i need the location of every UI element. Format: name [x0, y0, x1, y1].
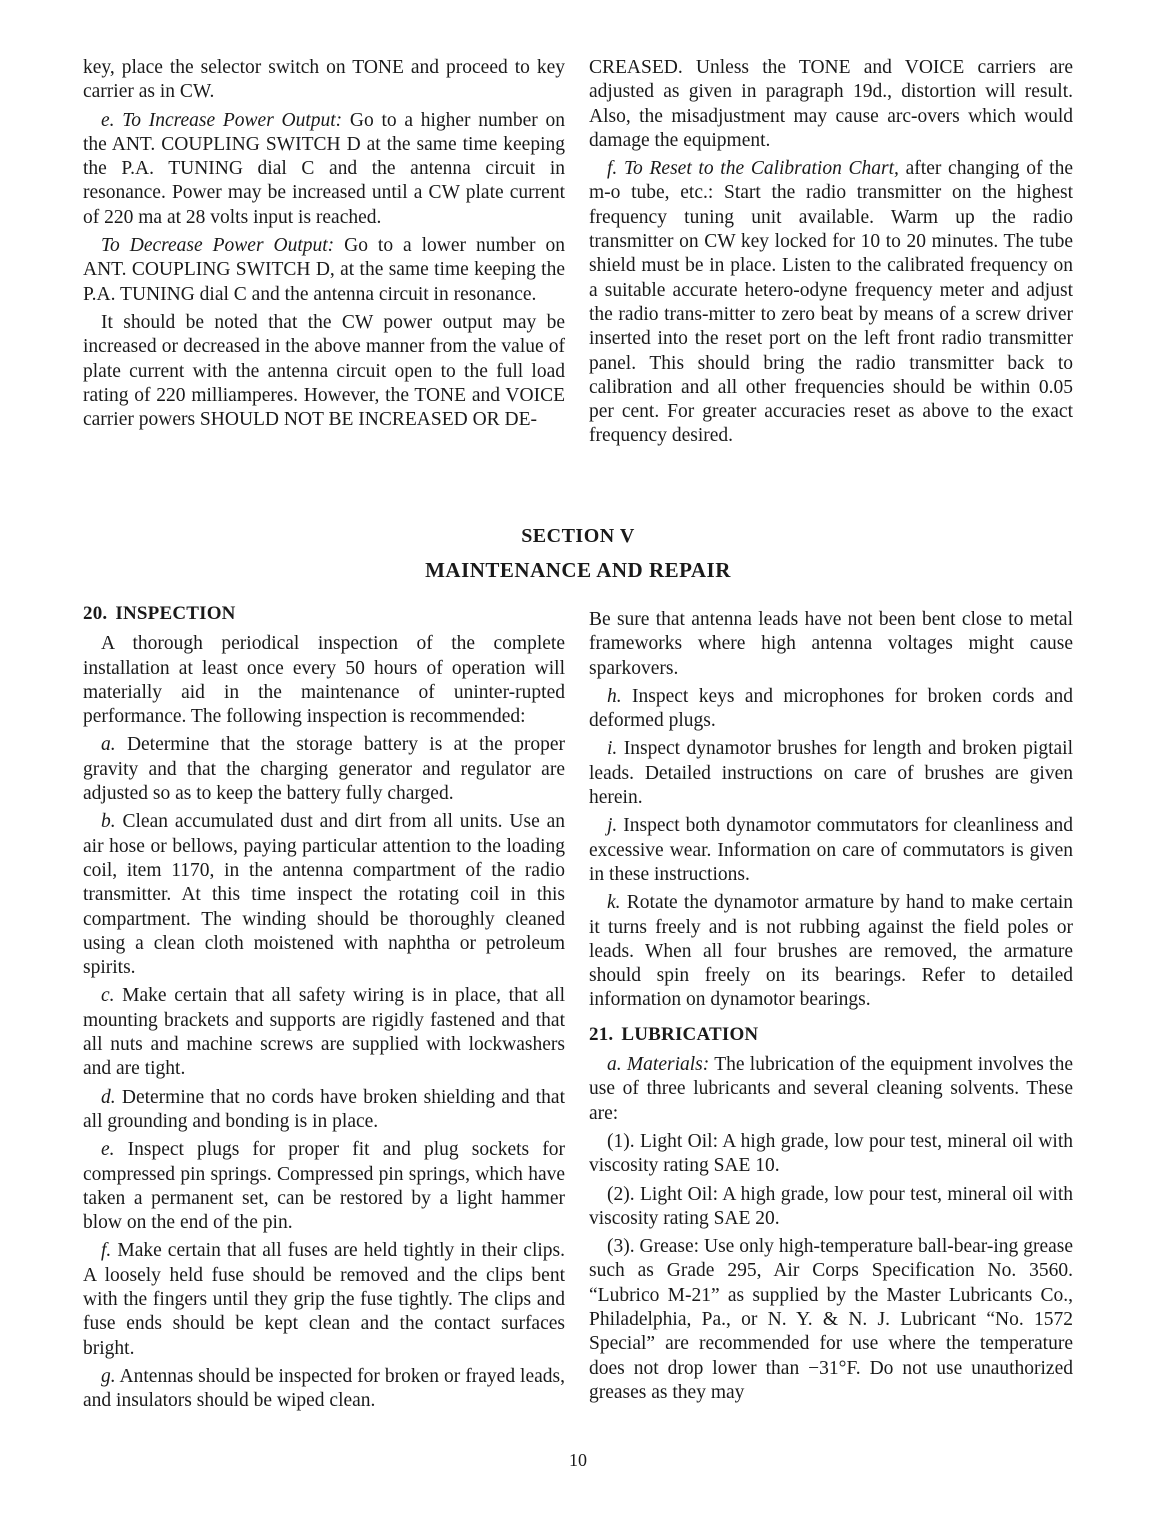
subheading-decrease-power: To Decrease Power Output:	[101, 235, 335, 257]
subheading-increase-power: To Increase Power Output:	[122, 109, 343, 131]
paragraph-tone-continuation: key, place the selector switch on TONE and proceed to key carrier as in CW.	[83, 57, 565, 103]
inspection-item-d	[83, 1086, 565, 1135]
item-text: Inspect keys and microphones for broken cords and deformed plugs.	[589, 685, 1074, 732]
item-letter: j.	[607, 815, 618, 837]
inspection-item-j	[589, 814, 1073, 887]
item-letter: i.	[607, 738, 618, 760]
inspection-item-f	[83, 1239, 565, 1360]
paragraph-antenna-continuation: Be sure that antenna leads have not been bent close to metal frameworks where high antenna voltages might cause sparkovers.	[589, 609, 1073, 679]
item-text: The lubrication of the equipment involves the use of three lubricants and several cleaning solvents. These are:	[589, 1054, 1073, 1124]
paragraph-increase-power	[83, 109, 565, 230]
item-letter: f.	[607, 158, 618, 180]
inspection-item-g	[83, 1365, 565, 1414]
lubrication-heading	[589, 1023, 1073, 1047]
item-text: Inspect dynamotor brushes for length and broken pigtail leads. Detailed instructions on care of brushes are given herein.	[589, 738, 1073, 809]
item-letter: d.	[101, 1086, 116, 1108]
item-text: Inspect both dynamotor commutators for cleanliness and excessive wear. Information on care of commutators is given in these instructions.	[589, 815, 1074, 885]
paragraph-text: Go to a lower number on ANT. COUPLING SWITCH D, at the same time keeping the P.A. TUNING dial C and the antenna circuit in resonance.	[83, 235, 565, 305]
subheading-materials: Materials:	[626, 1054, 710, 1076]
item-letter: c.	[101, 985, 115, 1007]
lubrication-materials	[589, 1053, 1073, 1126]
item-text: Light Oil: A high grade, low pour test, mineral oil with viscosity rating SAE 10.	[589, 1130, 1073, 1177]
section-title: SECTION V	[521, 525, 635, 547]
item-text: Make certain that all fuses are held tightly in their clips. A loosely held fuse should be removed and the clips bent with the fingers until they grip the fuse tightly. The clips and fuse ends should be kept clean and the contact surfaces bright.	[83, 1240, 566, 1359]
heading-number: 20.	[83, 603, 108, 624]
item-letter: f.	[101, 1240, 112, 1262]
item-letter: b.	[101, 811, 116, 833]
lubricant-item-1	[589, 1130, 1073, 1179]
heading-text: LUBRICATION	[621, 1023, 759, 1045]
top-right-column	[589, 56, 1073, 453]
lubricant-item-3	[589, 1235, 1073, 1405]
subheading-reset-calibration: To Reset to the Calibration Chart,	[624, 158, 899, 180]
lubricant-item-2	[589, 1183, 1073, 1232]
paragraph-reset-calibration	[589, 157, 1073, 449]
top-left-column	[83, 56, 565, 436]
inspection-item-c	[83, 984, 565, 1081]
item-text: Determine that no cords have broken shielding and that all grounding and bonding is in place.	[83, 1086, 565, 1132]
item-text: Inspect plugs for proper fit and plug sockets for compressed pin springs. Compressed pin springs, which have taken a permanent set, can be restored by a light hammer blow on the end of the pin.	[83, 1139, 565, 1234]
bottom-left-column	[83, 602, 565, 1418]
inspection-item-a	[83, 733, 565, 806]
inspection-item-h	[589, 685, 1073, 734]
item-letter: h.	[607, 685, 622, 707]
item-letter: g.	[101, 1365, 116, 1387]
item-text: Rotate the dynamotor armature by hand to make certain it turns freely and is not rubbing against the field poles or leads. When all four brushes are removed, the armature should spin freely on its bearings. Refer to detailed information on dynamotor bearings.	[589, 892, 1074, 1011]
paragraph-decrease-power	[83, 234, 565, 307]
item-text: Light Oil: A high grade, low pour test, mineral oil with viscosity rating SAE 20.	[589, 1183, 1073, 1229]
item-letter: e.	[101, 109, 115, 131]
item-text: Antennas should be inspected for broken or frayed leads, and insulators should be wiped clean.	[83, 1365, 565, 1412]
item-letter: e.	[101, 1139, 115, 1161]
paragraph-inspection-intro: A thorough periodical inspection of the complete installation at least once every 50 hours of operation will materially aid in the maintenance of uninter-rupted performance. The following inspection is recommended:	[83, 633, 565, 728]
item-text: Make certain that all safety wiring is in place, that all mounting brackets and supports are rigidly fastened and that all nuts and machine screws are supplied with lockwashers and are tight.	[83, 985, 566, 1080]
item-letter: k.	[607, 892, 621, 914]
inspection-item-b	[83, 810, 565, 980]
item-letter: a.	[607, 1054, 622, 1076]
page-number: 10	[569, 1450, 587, 1470]
heading-text: INSPECTION	[115, 603, 236, 624]
bottom-right-column	[589, 608, 1073, 1409]
inspection-item-i	[589, 737, 1073, 810]
heading-number: 21.	[589, 1023, 614, 1045]
paragraph-text: after changing of the m-o tube, etc.: Start the radio transmitter on the highest frequency tuning unit available. Warm up the radio transmitter on CW key locked for 10 to 20 minutes. The tube shield must be in place. Listen to the calibrated frequency on a suitable accurate hetero-odyne frequency meter and adjust the radio trans-mitter to zero beat by means of a screw driver inserted into the reset port on the left front radio transmitter panel. This should bring the radio transmitter back to calibration and all other frequencies should be within 0.05 per cent. For greater accuracies reset as above to the exact frequency desired.	[589, 158, 1073, 447]
item-text: Clean accumulated dust and dirt from all units. Use an air hose or bellows, paying particular attention to the loading coil, item 1170, in the antenna compartment of the radio transmitter. At this time inspect the rotating coil in this compartment. The winding should be thoroughly cleaned using a clean cloth moistened with naphtha or petroleum spirits.	[83, 811, 565, 979]
section-subtitle: MAINTENANCE AND REPAIR	[425, 558, 731, 582]
inspection-item-e	[83, 1138, 565, 1235]
item-letter: a.	[101, 734, 116, 756]
paragraph-cw-power-note: It should be noted that the CW power output may be increased or decreased in the above manner from the value of plate current with the antenna circuit open to the full load rating of 220 milliamperes. However, the TONE and VOICE carrier powers SHOULD NOT BE INCREASED OR DE-	[83, 311, 565, 431]
item-label: (1).	[607, 1130, 635, 1152]
paragraph-text: Go to a higher number on the ANT. COUPLING SWITCH D at the same time keeping the P.A. TUNING dial C and the antenna circuit in resonance. Power may be increased until a CW plate current of 220 ma at 28 volts input is reached.	[83, 109, 566, 228]
inspection-heading	[83, 602, 565, 626]
item-label: (3).	[607, 1236, 635, 1258]
item-text: Grease: Use only high-temperature ball-bear-ing grease such as Grade 295, Air Corps Specification No. 3560. “Lubrico M-21” as supplied by the Master Lubricants Co., Philadelphia, Pa., or N. Y. & N. J. Lubricant “No. 1572 Special” are recommended for use where the temperature does not drop lower than −31°F. Do not use unauthorized greases as they may	[589, 1236, 1074, 1403]
paragraph-decreased-continuation: CREASED. Unless the TONE and VOICE carriers are adjusted as given in paragraph 19d., distortion will result. Also, the misadjustment may cause arc-overs which would damage the equipment.	[589, 57, 1073, 151]
inspection-item-k	[589, 891, 1073, 1012]
item-text: Determine that the storage battery is at the proper gravity and that the charging generator and regulator are adjusted so as to keep the battery fully charged.	[83, 734, 565, 805]
item-label: (2).	[607, 1183, 635, 1205]
